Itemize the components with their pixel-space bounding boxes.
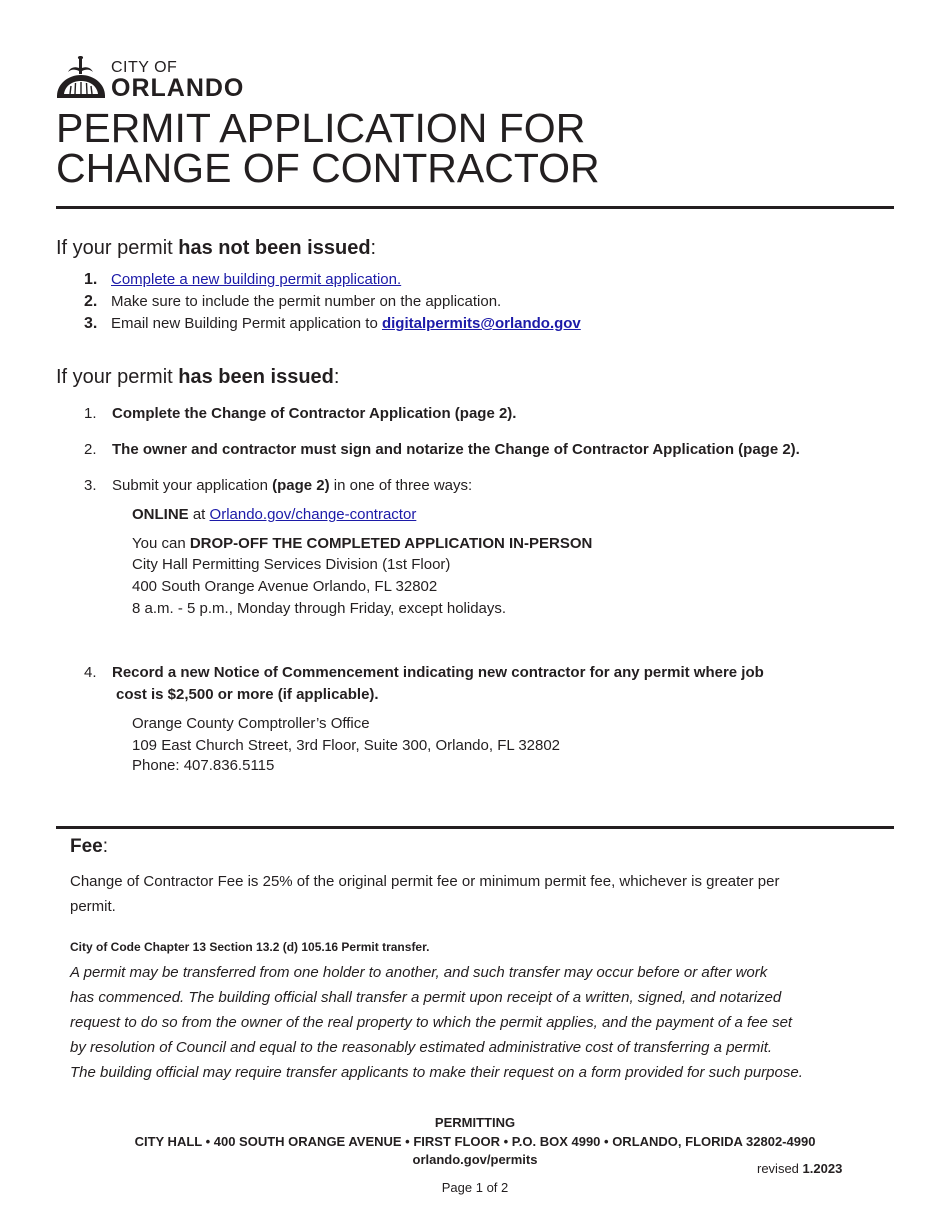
page-title-line1: PERMIT APPLICATION FOR (56, 105, 586, 151)
fee-heading-colon: : (102, 836, 109, 857)
online-option (132, 506, 416, 523)
comptroller-address: 109 East Church Street, 3rd Floor, Suite 300, Orlando, FL 32802 (132, 737, 561, 754)
revised-label: revised (757, 1161, 803, 1176)
permit-transfer-line: A permit may be transferred from one holder to another, and such transfer may occur before or after work (70, 964, 768, 981)
page-title (56, 105, 600, 191)
submit-text-pre: Submit your application (112, 477, 273, 494)
issued-heading-colon: : (333, 366, 340, 388)
fee-text-line1: Change of Contractor Fee is 25% of the original permit fee or minimum permit fee, whichever is greater per (70, 873, 780, 890)
online-label: ONLINE (132, 506, 189, 523)
issued-heading (56, 366, 339, 389)
dropoff-bold: DROP-OFF THE COMPLETED APPLICATION IN-PERSON (189, 535, 593, 552)
permit-transfer-text (70, 960, 900, 1085)
not-issued-item-3 (111, 315, 581, 332)
digitalpermits-email-link[interactable]: digitalpermits@orlando.gov (381, 315, 581, 332)
issued-heading-bold: has been issued (178, 366, 334, 388)
footer-url: orlando.gov/permits (412, 1152, 538, 1167)
issued-num-4: 4. (84, 664, 97, 681)
not-issued-num-3: 3. (84, 315, 98, 332)
not-issued-heading-colon: : (370, 237, 377, 259)
dropoff-pre: You can (132, 535, 190, 552)
issued-item-4-line1: Record a new Notice of Commencement indicating new contractor for any permit where job (112, 664, 764, 681)
issued-num-3: 3. (84, 477, 97, 494)
comptroller-office: Orange County Comptroller’s Office (132, 715, 370, 732)
not-issued-num-1: 1. (84, 271, 98, 288)
issued-item-4-line2: cost is $2,500 or more (if applicable). (116, 686, 379, 703)
not-issued-item-2: Make sure to include the permit number on the application. (111, 293, 502, 310)
page-number: Page 1 of 2 (441, 1180, 509, 1195)
not-issued-heading-pre: If your permit (56, 237, 179, 259)
issued-item-1: Complete the Change of Contractor Application (page 2). (112, 405, 517, 422)
permit-transfer-line: by resolution of Council and equal to the reasonably estimated administrative cost of transferring a permit. (70, 1039, 773, 1056)
revised-date (757, 1161, 842, 1176)
revised-value: 1.2023 (802, 1161, 843, 1176)
fee-heading (70, 836, 108, 858)
logo-city-of: CITY OF (111, 59, 178, 76)
new-permit-application-link[interactable]: Complete a new building permit application. (111, 271, 402, 288)
fee-heading-label: Fee (70, 836, 103, 857)
submit-text-post: in one of three ways: (329, 477, 473, 494)
not-issued-heading-bold: has not been issued (178, 237, 371, 259)
issued-num-1: 1. (84, 405, 97, 422)
footer-address: CITY HALL • 400 SOUTH ORANGE AVENUE • FIRST FLOOR • P.O. BOX 4990 • ORLANDO, FLORIDA 32802-4990 (134, 1134, 816, 1149)
email-instruction-text: Email new Building Permit application to (111, 315, 382, 332)
change-contractor-link[interactable]: Orlando.gov/change-contractor (209, 506, 417, 523)
issued-item-3 (112, 477, 472, 494)
dropoff-option (132, 535, 592, 552)
dropoff-address-line1: City Hall Permitting Services Division (1st Floor) (132, 556, 451, 573)
orlando-fountain-logo-icon (56, 54, 106, 100)
fee-divider (56, 826, 894, 829)
online-at: at (188, 506, 210, 523)
not-issued-num-2: 2. (84, 293, 98, 310)
comptroller-phone: Phone: 407.836.5115 (132, 757, 275, 774)
submit-text-bold: (page 2) (272, 477, 330, 494)
dropoff-address-line2: 400 South Orange Avenue Orlando, FL 32802 (132, 578, 438, 595)
dropoff-hours: 8 a.m. - 5 p.m., Monday through Friday, except holidays. (132, 600, 507, 617)
logo-orlando: ORLANDO (111, 74, 245, 102)
permit-transfer-line: request to do so from the owner of the real property to which the permit applies, and the payment of a fee set (70, 1014, 793, 1031)
fee-text-line2: permit. (70, 898, 116, 915)
code-reference: City of Code Chapter 13 Section 13.2 (d) 105.16 Permit transfer. (70, 940, 430, 954)
issued-heading-pre: If your permit (56, 366, 179, 388)
title-divider (56, 206, 894, 209)
footer-department: PERMITTING (434, 1115, 516, 1130)
permit-transfer-line: The building official may require transfer applicants to make their request on a form provided for such purpose. (70, 1064, 803, 1081)
page-title-line2: CHANGE OF CONTRACTOR (56, 145, 600, 191)
not-issued-heading (56, 237, 376, 260)
issued-num-2: 2. (84, 441, 97, 458)
permit-transfer-line: has commenced. The building official shall transfer a permit upon receipt of a written, signed, and notarized (70, 989, 782, 1006)
issued-item-2: The owner and contractor must sign and notarize the Change of Contractor Application (page 2). (112, 441, 800, 458)
